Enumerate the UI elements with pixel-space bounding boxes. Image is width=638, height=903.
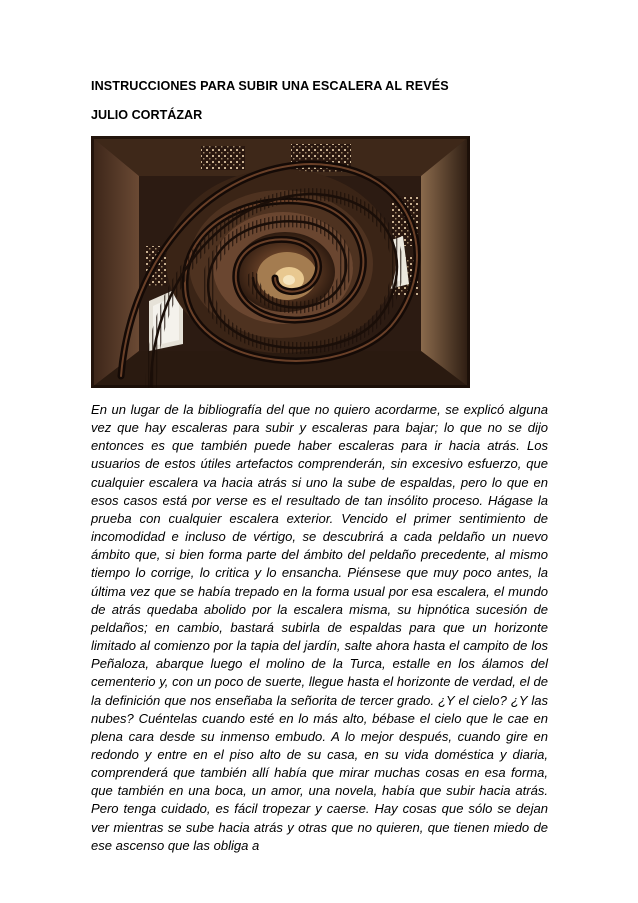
spiral-staircase-photo bbox=[91, 136, 470, 388]
document-title: INSTRUCCIONES PARA SUBIR UNA ESCALERA AL REVÉS bbox=[91, 79, 449, 93]
document-author: JULIO CORTÁZAR bbox=[91, 108, 203, 122]
body-paragraph: En un lugar de la bibliografía del que no quiero acordarme, se explicó alguna vez que hay escaleras para subir y escaleras para bajar; lo que no se dijo entonces es que también puede haber escaleras para ir hacia atrás. Los usuarios de estos útiles artefactos comprenderán, sin excesivo esfuerzo, que cualquier escalera va hacia atrás si uno la sube de espaldas, pero lo que en esos casos está por verse es el resultado de tan insólito proceso. Hágase la prueba con cualquier escalera exterior. Vencido el primer sentimiento de incomodidad e incluso de vértigo, se descubrirá a cada peldaño un nuevo ámbito que, si bien forma parte del ámbito del peldaño precedente, al mismo tiempo lo corrige, lo critica y lo ensancha. Piénsese que muy poco antes, la última vez que se había trepado en la forma usual por esa escalera, el mundo de atrás quedaba abolido por la escalera misma, su hipnótica sucesión de peldaños; en cambio, bastará subirla de espaldas para que un horizonte limitado al comienzo por la tapia del jardín, salte ahora hasta el campito de los Peñaloza, abarque luego el molino de la Turca, estalle en los álamos del cementerio y, con un poco de suerte, llegue hasta el horizonte de verdad, el de la definición que nos enseñaba la señorita de tercer grado. ¿Y el cielo? ¿Y las nubes? Cuéntelas cuando esté en lo más alto, bébase el cielo que le cae en plena cara desde su inmenso embudo. A lo mejor después, cuando gire en redondo y entre en el piso alto de su casa, en su vida doméstica y diaria, comprenderá que también allí había que mirar muchas cosas en esa forma, que también en una boca, un amor, una novela, había que subir hacia atrás. Pero tenga cuidado, es fácil tropezar y caerse. Hay cosas que sólo se dejan ver mientras se sube hacia atrás y otras que no quieren, que tienen miedo de ese ascenso que las obliga a bbox=[91, 402, 548, 853]
